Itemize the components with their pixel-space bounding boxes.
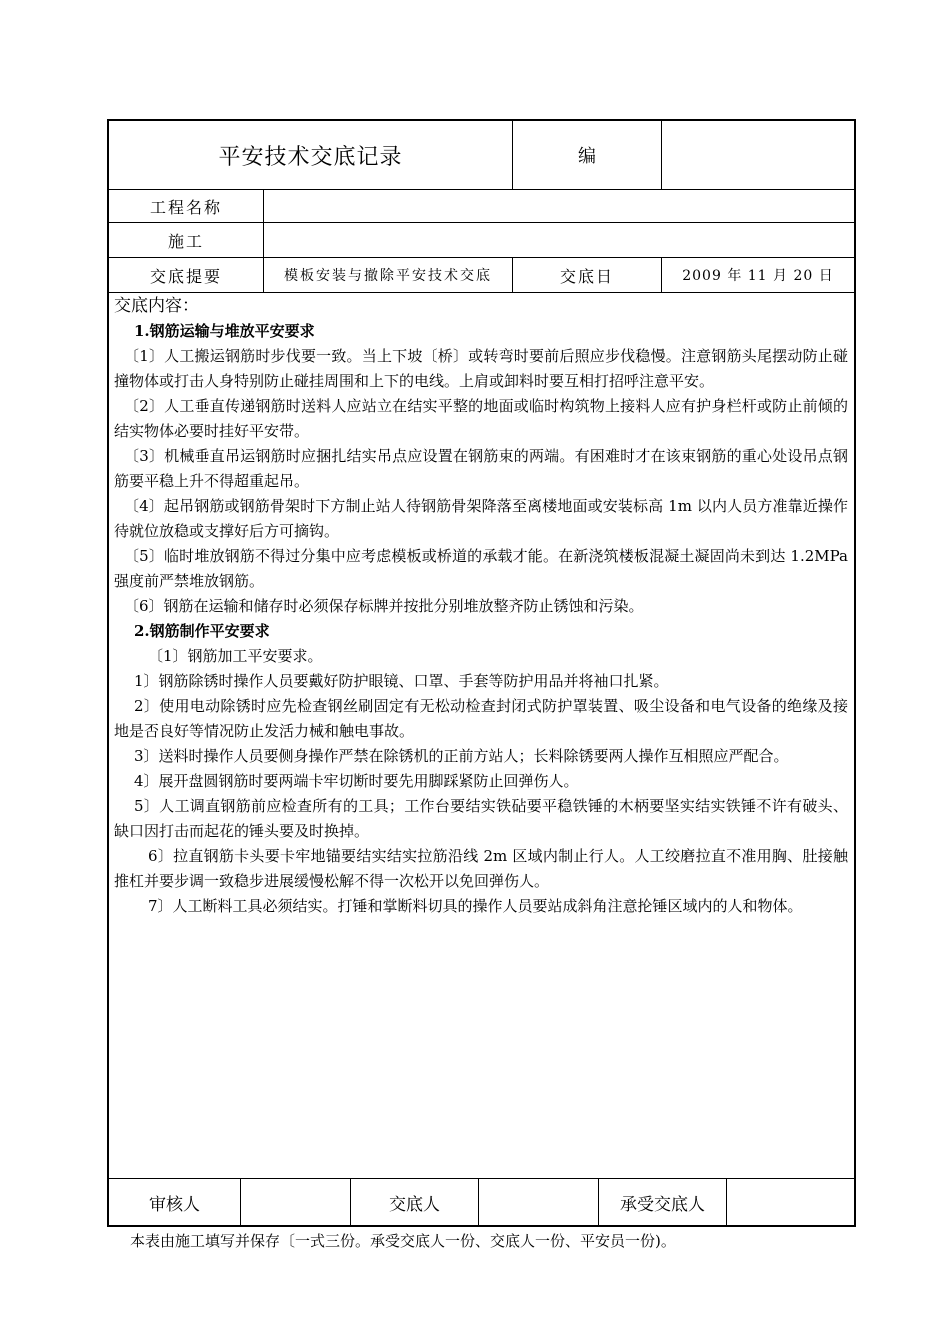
section-title: 1.钢筋运输与堆放平安要求 <box>134 322 315 340</box>
receiver-value <box>727 1179 854 1225</box>
content-paragraph: 7〕人工断料工具必须结实。打锤和掌断料切具的操作人员要站成斜角注意抡锤区域内的人和物体。 <box>148 897 803 915</box>
date-label: 交底日 <box>559 266 614 286</box>
content-paragraph: 5〕人工调直钢筋前应检查所有的工具；工作台要结实铁砧要平稳铁锤的木柄要坚实结实铁锤不许有破头、缺口因打击而起花的锤头要及时换掉。 <box>114 797 848 840</box>
footer-note: 本表由施工填写并保存〔一式三份。承受交底人一份、交底人一份、平安员一份)。 <box>130 1232 676 1250</box>
content-paragraph: 2〕使用电动除锈时应先检查钢丝刷固定有无松动检查封闭式防护罩装置、吸尘设备和电气设备的绝缘及接地是否良好等情况防止发活力械和触电事故。 <box>114 697 848 740</box>
content-paragraph: 6〕拉直钢筋卡头要卡牢地锚要结实结实拉筋沿线 2m 区域内制止行人。人工绞磨拉直不准用胸、肚接触推杠并要步调一致稳步进展缓慢松解不得一次松开以免回弹伤人。 <box>114 847 848 890</box>
code-label: 编 <box>578 146 596 167</box>
reviewer-label: 审核人 <box>149 1194 200 1215</box>
summary-value: 模板安装与撤除平安技术交底 <box>284 268 492 284</box>
content-paragraph: 〔6〕钢筋在运输和储存时必须保存标牌并按批分别堆放整齐防止锈蚀和污染。 <box>124 597 644 615</box>
content-paragraph: 〔2〕人工垂直传递钢筋时送料人应站立在结实平整的地面或临时构筑物上接料人应有护身栏杆或防止前倾的结实物体必要时挂好平安带。 <box>114 397 848 440</box>
receiver-label: 承受交底人 <box>620 1194 705 1215</box>
content-paragraph: 〔5〕临时堆放钢筋不得过分集中应考虑模板或桥道的承载才能。在新浇筑楼板混凝土凝固尚未到达 1.2MPa 强度前严禁堆放钢筋。 <box>114 547 848 590</box>
form-title: 平安技术交底记录 <box>218 144 403 170</box>
content-paragraph: 3〕送料时操作人员要侧身操作严禁在除锈机的正前方站人；长料除锈要两人操作互相照应严配合。 <box>134 747 789 765</box>
content-paragraph: 〔1〕钢筋加工平安要求。 <box>148 647 323 665</box>
disclosure-content <box>114 294 848 919</box>
presenter-value <box>479 1179 598 1225</box>
content-paragraph: 〔3〕机械垂直吊运钢筋时应捆扎结实吊点应设置在钢筋束的两端。有困难时才在该束钢筋的重心处设吊点钢筋要平稳上升不得超重起吊。 <box>114 447 848 490</box>
code-value <box>662 121 854 189</box>
summary-label: 交底提要 <box>149 266 222 286</box>
project-name-value <box>264 190 854 222</box>
content-paragraph: 〔1〕人工搬运钢筋时步伐要一致。当上下坡〔桥〕或转弯时要前后照应步伐稳慢。注意钢筋头尾摆动防止碰撞物体或打击人身特别防止碰挂周围和上下的电线。上肩或卸料时要互相打招呼注意平安。 <box>114 347 848 390</box>
construction-label: 施工 <box>167 231 204 251</box>
content-paragraph: 1〕钢筋除锈时操作人员要戴好防护眼镜、口罩、手套等防护用品并将袖口扎紧。 <box>134 672 669 690</box>
reviewer-value <box>241 1179 350 1225</box>
date-value: 2009 年 11 月 20 日 <box>682 268 834 284</box>
construction-value <box>264 223 854 257</box>
content-heading: 交底内容： <box>114 296 199 316</box>
project-name-label: 工程名称 <box>149 197 222 217</box>
content-paragraph: 〔4〕起吊钢筋或钢筋骨架时下方制止站人待钢筋骨架降落至离楼地面或安装标高 1m 以内人员方准靠近操作待就位放稳或支撑好后方可摘钩。 <box>114 497 848 540</box>
section-title: 2.钢筋制作平安要求 <box>134 622 270 640</box>
content-paragraph: 4〕展开盘圆钢筋时要两端卡牢切断时要先用脚踩紧防止回弹伤人。 <box>134 772 579 790</box>
row-divider <box>107 292 856 293</box>
presenter-label: 交底人 <box>389 1194 440 1215</box>
